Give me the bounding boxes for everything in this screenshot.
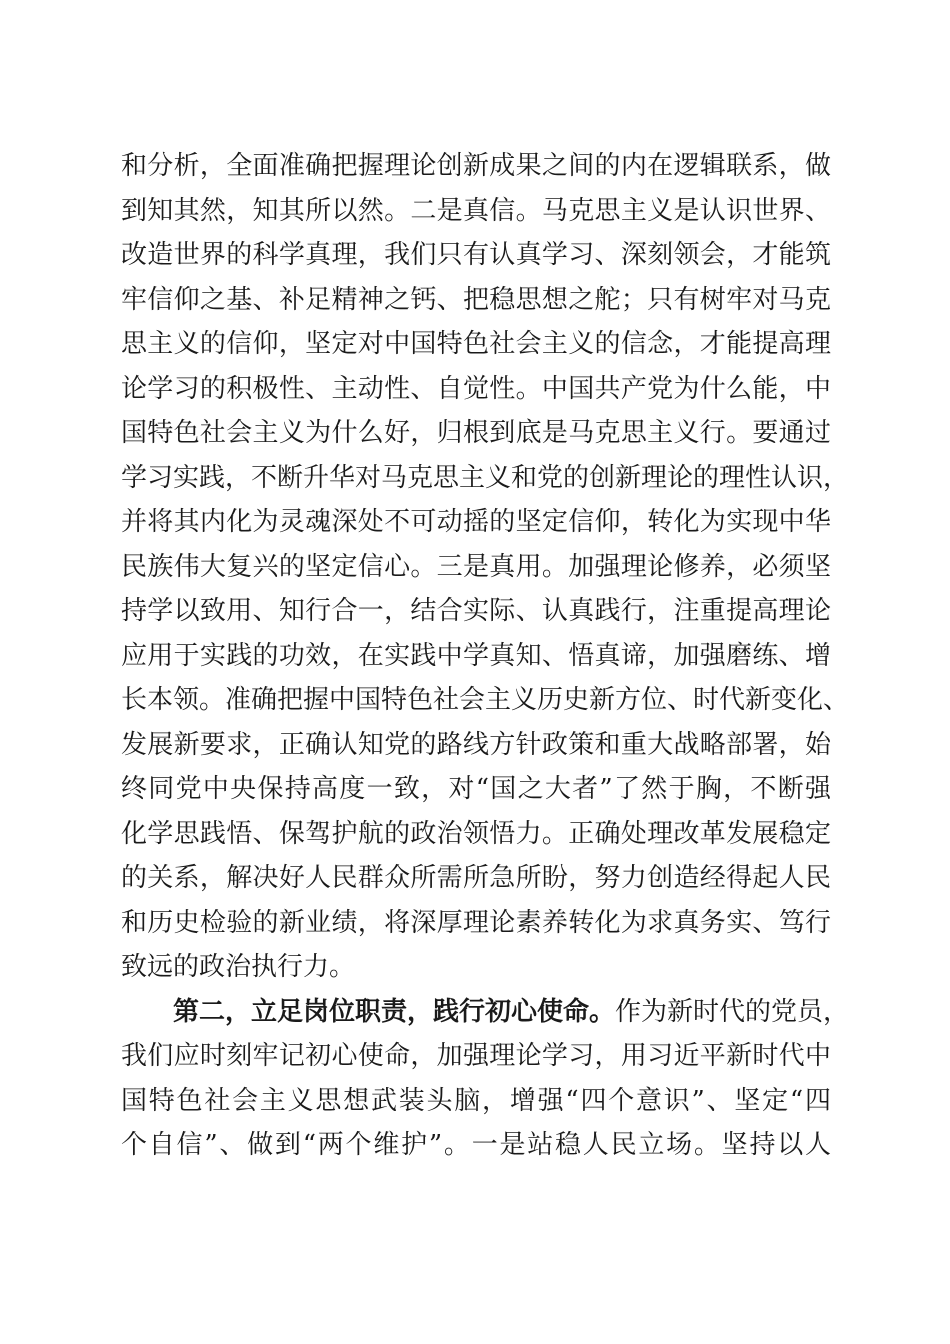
text-line: 长本领。准确把握中国特色社会主义历史新方位、时代新变化、 <box>121 685 850 715</box>
text-line: 和分析，全面准确把握理论创新成果之间的内在逻辑联系，做 <box>121 151 831 181</box>
text-line: 持学以致用、知行合一，结合实际、认真践行，注重提高理论 <box>121 596 831 626</box>
text-line: 思主义的信仰，坚定对中国特色社会主义的信念，才能提高理 <box>121 329 831 359</box>
text-line: 致远的政治执行力。 <box>121 952 356 982</box>
text-line: 我们应时刻牢记初心使命，加强理论学习，用习近平新时代中 <box>121 1041 831 1071</box>
text-line: 学习实践，不断升华对马克思主义和党的创新理论的理性认识， <box>121 462 850 493</box>
text-line: 个自信”、做到“两个维护”。一是站稳人民立场。坚持以人 <box>121 1130 831 1160</box>
text-line: 终同党中央保持高度一致，对“国之大者”了然于胸，不断强 <box>121 774 831 804</box>
text-line: 牢信仰之基、补足精神之钙、把稳思想之舵；只有树牢对马克 <box>121 284 831 315</box>
text-line: 论学习的积极性、主动性、自觉性。中国共产党为什么能，中 <box>121 373 831 404</box>
text-line: 改造世界的科学真理，我们只有认真学习、深刻领会，才能筑 <box>121 240 831 270</box>
text-line: 化学思践悟、保驾护航的政治领悟力。正确处理改革发展稳定 <box>121 818 831 849</box>
text-line: 并将其内化为灵魂深处不可动摇的坚定信仰，转化为实现中华 <box>121 507 831 537</box>
heading-continuation: 作为新时代的党员， <box>615 996 850 1027</box>
text-line: 发展新要求，正确认知党的路线方针政策和重大战略部署，始 <box>121 729 831 760</box>
section-heading: 第二，立足岗位职责，践行初心使命。 <box>173 996 616 1027</box>
text-line: 国特色社会主义思想武装头脑，增强“四个意识”、坚定“四 <box>121 1085 831 1116</box>
body-text <box>121 144 850 1168</box>
text-line: 民族伟大复兴的坚定信心。三是真用。加强理论修养，必须坚 <box>121 551 831 582</box>
paragraph-first-line <box>121 990 850 1035</box>
text-line: 和历史检验的新业绩，将深厚理论素养转化为求真务实、笃行 <box>121 907 831 938</box>
text-line: 应用于实践的功效，在实践中学真知、悟真谛，加强磨练、增 <box>121 640 831 671</box>
text-line: 到知其然，知其所以然。二是真信。马克思主义是认识世界、 <box>121 195 831 226</box>
text-line: 国特色社会主义为什么好，归根到底是马克思主义行。要通过 <box>121 418 831 448</box>
text-line: 的关系，解决好人民群众所需所急所盼，努力创造经得起人民 <box>121 863 831 893</box>
